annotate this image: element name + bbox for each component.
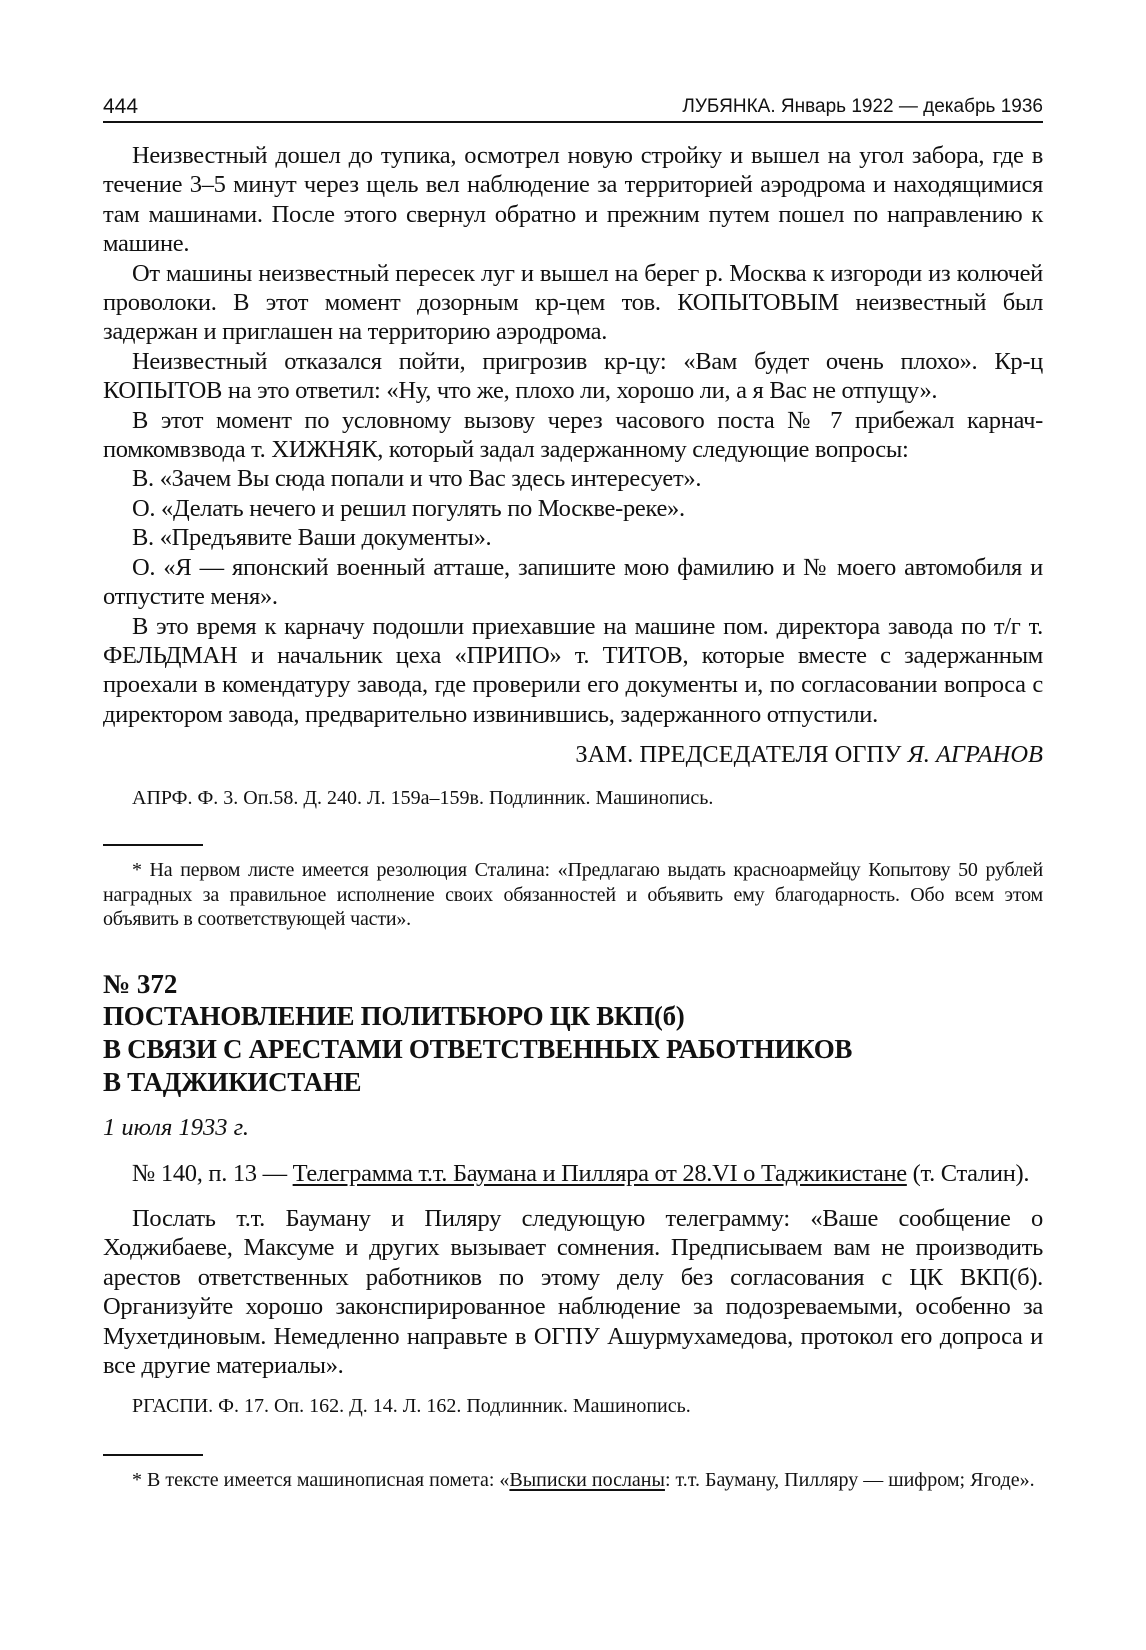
paragraph: От машины неизвестный пересек луг и вышел на берег р. Москва к изгороди из колючей проволоки. В этот момент дозорным кр-цем тов. КОПЫТОВЫМ неизвестный был задержан и приглашен на территорию аэродрома. [103, 259, 1043, 346]
paragraph: О. «Я — японский военный атташе, запишите мою фамилию и № моего автомобиля и отпустите меня». [103, 553, 1043, 611]
running-head [103, 96, 1043, 123]
document-title [103, 1000, 1043, 1099]
signature [103, 740, 1043, 770]
book-page [103, 96, 1043, 1493]
footnote-prefix: * В тексте имеется машинописная помета: « [132, 1469, 510, 1492]
document-date: 1 июля 1933 г. [103, 1113, 249, 1141]
footnote: * На первом листе имеется резолюция Сталина: «Предлагаю выдать красноармейцу Копытову 50 рублей наградных за правильное исполнение своих обязанностей и объявить ему благодарность. Обо всем этом объявить в соответствующей части». [103, 859, 1043, 931]
ref-suffix: (т. Сталин). [906, 1159, 1030, 1187]
paragraph: В этот момент по условному вызову через часового поста № 7 прибежал карнач-помкомвзвода т. ХИЖНЯК, который задал задержанному следующие вопросы: [103, 406, 1043, 464]
signature-title: ЗАМ. ПРЕДСЕДАТЕЛЯ ОГПУ [575, 741, 908, 769]
book-title: ЛУБЯНКА. Январь 1922 — декабрь 1936 [682, 96, 1043, 117]
paragraph: В. «Предъявите Ваши документы». [132, 524, 492, 552]
document-number: № 372 [103, 968, 178, 999]
footnote-divider [103, 1454, 203, 1456]
paragraph: В это время к карначу подошли приехавшие на машине пом. директора завода по т/г т. ФЕЛЬДМАН и начальник цеха «ПРИПО» т. ТИТОВ, которые вместе с задержанным проехали в комендатуру завода, где проверили его документы и, по согласовании вопроса с директором завода, предварительно извинившись, задержанного отпустили. [103, 612, 1043, 728]
title-line: В ТАДЖИКИСТАНЕ [103, 1066, 362, 1097]
footnote-underlined: Выписки посланы [509, 1469, 665, 1492]
ref-prefix: № 140, п. 13 — [132, 1159, 293, 1187]
previous-document-text [103, 141, 1043, 729]
page-number: 444 [103, 95, 139, 118]
ref-subject: Телеграмма т.т. Баумана и Пилляра от 28.VI о Таджикистане [292, 1159, 907, 1187]
title-line: В СВЯЗИ С АРЕСТАМИ ОТВЕТСТВЕННЫХ РАБОТНИКОВ [103, 1033, 853, 1064]
protocol-reference [103, 1159, 1043, 1188]
paragraph: Неизвестный отказался пойти, пригрозив кр-цу: «Вам будет очень плохо». Кр-ц КОПЫТОВ на это ответил: «Ну, что же, плохо ли, хорошо ли, а я Вас не отпущу». [103, 347, 1043, 405]
archive-source: АПРФ. Ф. 3. Оп.58. Д. 240. Л. 159а–159в. Подлинник. Машинопись. [132, 787, 714, 810]
paragraph: В. «Зачем Вы сюда попали и что Вас здесь интересует». [132, 465, 702, 493]
footnote-divider [103, 844, 203, 846]
footnote [103, 1468, 1043, 1493]
paragraph: О. «Делать нечего и решил погулять по Москве-реке». [132, 494, 685, 522]
title-line: ПОСТАНОВЛЕНИЕ ПОЛИТБЮРО ЦК ВКП(б) [103, 1000, 685, 1031]
footnote-suffix: : т.т. Бауману, Пилляру — шифром; Ягоде». [664, 1469, 1035, 1492]
paragraph: Неизвестный дошел до тупика, осмотрел новую стройку и вышел на угол забора, где в течение 3–5 минут через щель вел наблюдение за территорией аэродрома и находящимися там машинами. После этого свернул обратно и прежним путем пошел по направлению к машине. [103, 142, 1043, 258]
document-text: Послать т.т. Бауману и Пиляру следующую телеграмму: «Ваше сообщение о Ходжибаеве, Максуме и других вызывает сомнения. Предписываем вам не производить арестов ответственных работников по этому делу без согласования с ЦК ВКП(б). Организуйте хорошо законспирированное наблюдение за подозреваемыми, особенно за Мухетдиновым. Немедленно направьте в ОГПУ Ашурмухамедова, протокол его допроса и все другие материалы». [103, 1205, 1043, 1380]
signature-name: Я. АГРАНОВ [907, 741, 1043, 769]
archive-source: РГАСПИ. Ф. 17. Оп. 162. Д. 14. Л. 162. Подлинник. Машинопись. [132, 1395, 691, 1418]
